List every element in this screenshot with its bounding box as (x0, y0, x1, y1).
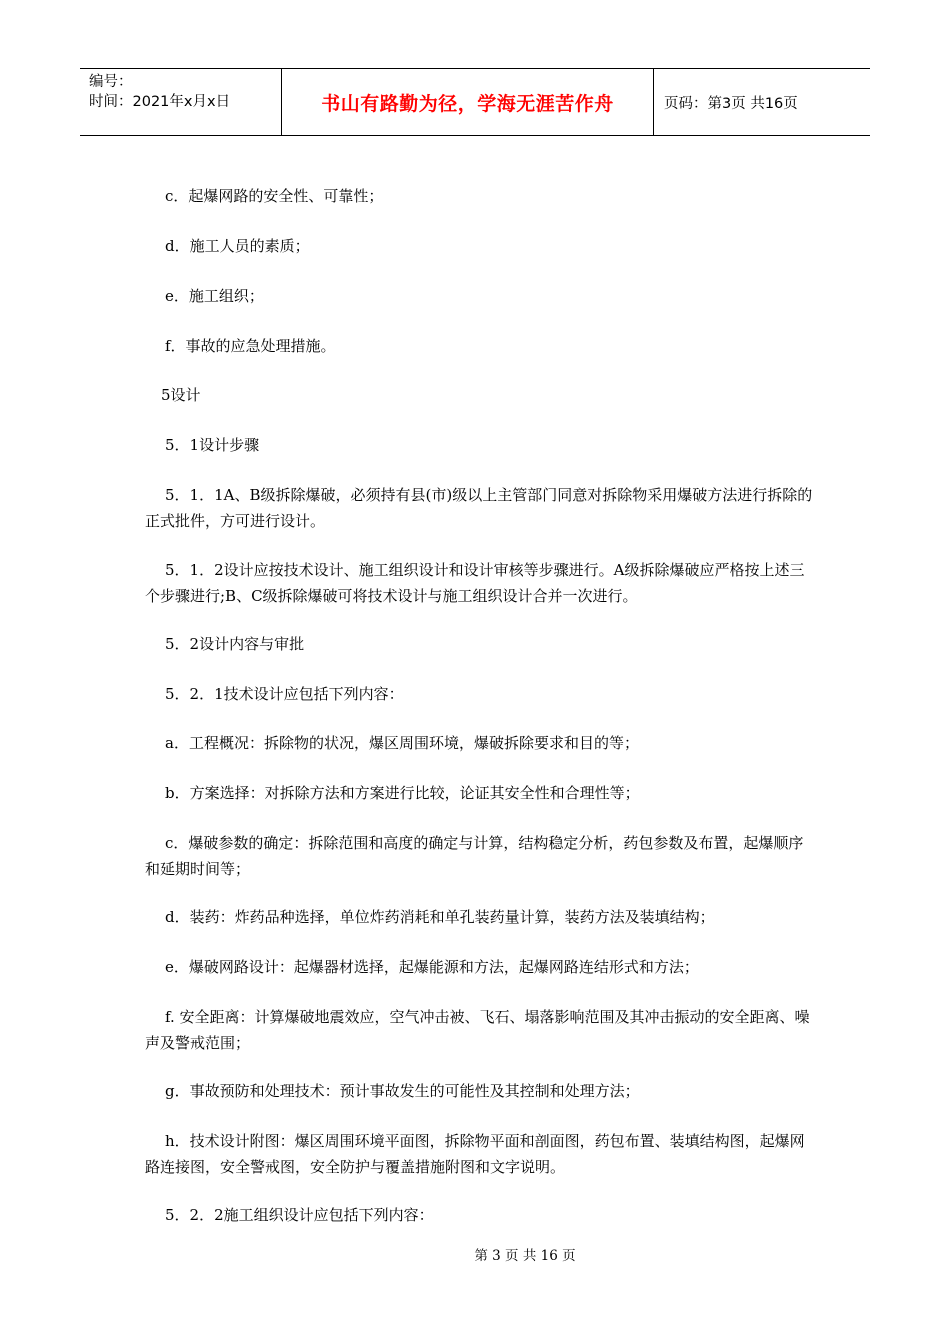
paragraph: f．事故的应急处理措施。 (165, 337, 336, 355)
paragraph: d．施工人员的素质； (165, 237, 310, 255)
paragraph: c．起爆网路的安全性、可靠性； (165, 187, 384, 205)
page-footer: 第 3 页 共 16 页 (474, 1248, 576, 1264)
paragraph: 5．1．1A、B级拆除爆破，必须持有县(市)级以上主管部门同意对拆除物采用爆破方法进行拆除的正式批件，方可进行设计。 (145, 486, 813, 530)
list-item: e．爆破网路设计：起爆器材选择，起爆能源和方法，起爆网路连结形式和方法； (165, 958, 699, 976)
page-info: 页码：第3页 共16页 (664, 95, 798, 112)
list-item: a．工程概况：拆除物的状况，爆区周围环境，爆破拆除要求和目的等； (165, 734, 639, 752)
list-item: b．方案选择：对拆除方法和方案进行比较，论证其安全性和合理性等； (165, 784, 640, 802)
header-meta-cell (80, 69, 282, 135)
section-heading: 5设计 (161, 386, 201, 404)
paragraph: 5．2．2施工组织设计应包括下列内容： (165, 1206, 434, 1224)
subsection-heading: 5．2设计内容与审批 (165, 635, 305, 653)
list-item: f. 安全距离：计算爆破地震效应，空气冲击被、飞石、塌落影响范围及其冲击振动的安全距离、噪声及警戒范围； (145, 1008, 810, 1052)
document-header (80, 68, 870, 136)
number-label: 编号： (89, 74, 133, 90)
list-item: g．事故预防和处理技术：预计事故发生的可能性及其控制和处理方法； (165, 1082, 640, 1100)
header-page-cell (654, 69, 870, 135)
paragraph: 5．1．2设计应按技术设计、施工组织设计和设计审核等步骤进行。A级拆除爆破应严格按上述三个步骤进行;B、C级拆除爆破可将技术设计与施工组织设计合并一次进行。 (145, 561, 805, 605)
header-motto: 书山有路勤为径，学海无涯苦作舟 (321, 92, 614, 115)
header-motto-cell (282, 69, 654, 135)
paragraph: 5．2．1技术设计应包括下列内容： (165, 685, 404, 703)
date-label: 时间：2021年x月x日 (89, 94, 231, 110)
list-item: h．技术设计附图：爆区周围环境平面图，拆除物平面和剖面图，药包布置、装填结构图，起爆网路连接图，安全警戒图，安全防护与覆盖措施附图和文字说明。 (145, 1132, 805, 1176)
list-item: d．装药：炸药品种选择，单位炸药消耗和单孔装药量计算，装药方法及装填结构； (165, 908, 715, 926)
paragraph: e．施工组织； (165, 287, 264, 305)
subsection-heading: 5．1设计步骤 (165, 436, 260, 454)
list-item: c．爆破参数的确定：拆除范围和高度的确定与计算，结构稳定分析，药包参数及布置，起爆顺序和延期时间等； (145, 834, 804, 878)
